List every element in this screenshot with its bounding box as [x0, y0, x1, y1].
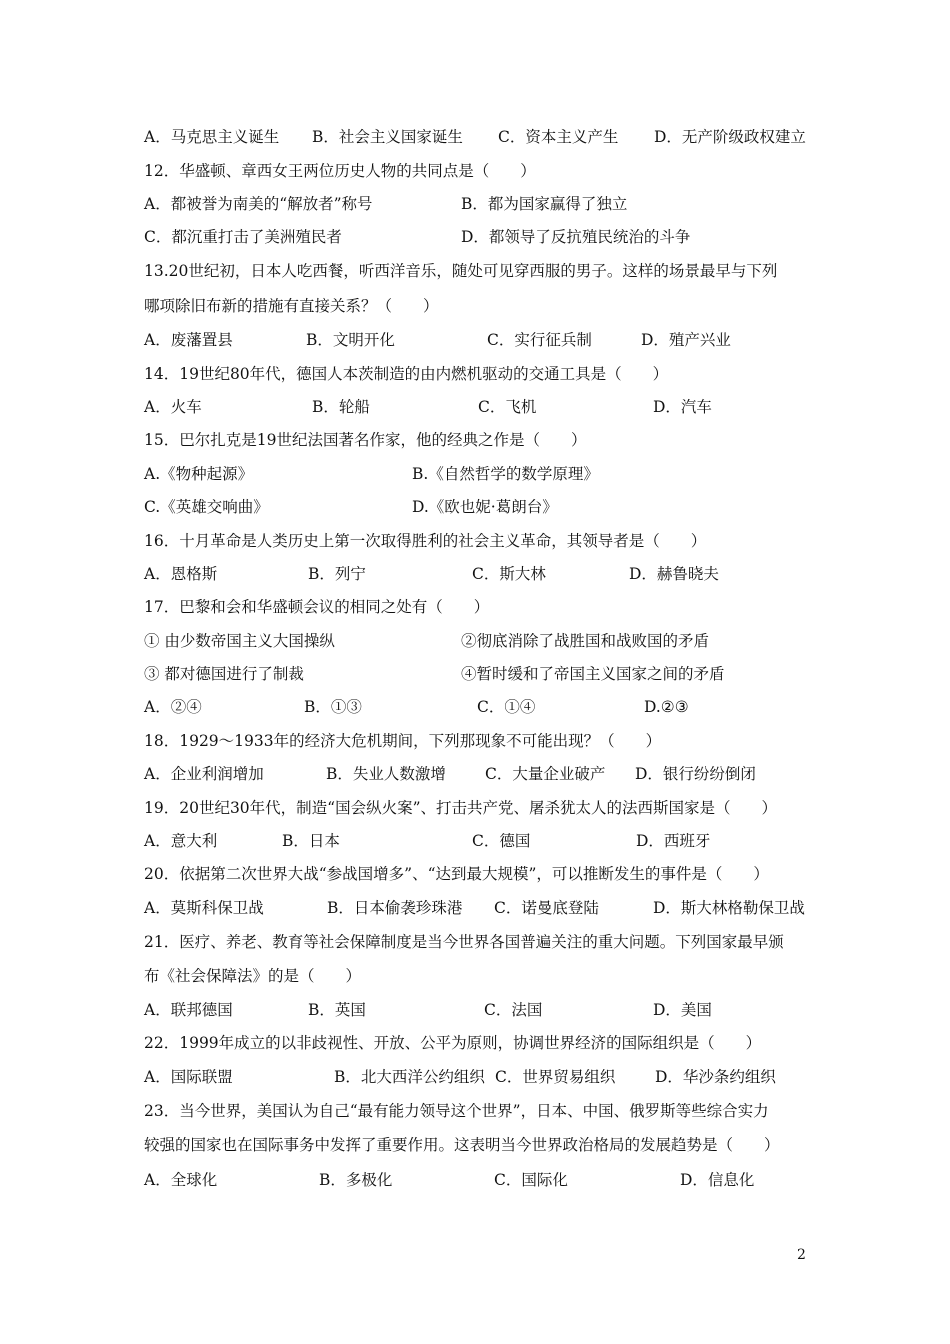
- answer-option: C.《英雄交响曲》: [144, 498, 269, 516]
- answer-option: C．都沉重打击了美洲殖民者: [144, 228, 342, 246]
- answer-option: B．①③: [304, 698, 362, 716]
- question-text: 22．1999年成立的以非歧视性、开放、公平为原则，协调世界经济的国际组织是（ ）: [144, 1034, 762, 1052]
- answer-option: D.②③: [644, 698, 689, 716]
- answer-option: A．意大利: [144, 832, 218, 850]
- question-text: 15．巴尔扎克是19世纪法国著名作家，他的经典之作是（ ）: [144, 431, 587, 449]
- answer-option: A．都被誉为南美的“解放者”称号: [144, 195, 373, 213]
- question-text: 20．依据第二次世界大战“参战国增多”、“达到最大规模”，可以推断发生的事件是（ ）: [144, 865, 769, 883]
- answer-option: D．信息化: [680, 1171, 755, 1189]
- answer-option: A．全球化: [144, 1171, 218, 1189]
- answer-option: C．飞机: [478, 398, 537, 416]
- answer-option: A．企业利润增加: [144, 765, 264, 783]
- question-text: 21．医疗、养老、教育等社会保障制度是当今世界各国普遍关注的重大问题。下列国家最早颁: [144, 933, 784, 951]
- answer-option: D.《欧也妮·葛朗台》: [412, 498, 558, 516]
- answer-option: C．实行征兵制: [487, 331, 592, 349]
- answer-option: C．世界贸易组织: [495, 1068, 616, 1086]
- answer-option: ④暂时缓和了帝国主义国家之间的矛盾: [461, 665, 725, 683]
- answer-option: B．北大西洋公约组织: [334, 1068, 485, 1086]
- answer-option: D．殖产兴业: [641, 331, 731, 349]
- answer-option: B．多极化: [319, 1171, 393, 1189]
- answer-option: D．无产阶级政权建立: [654, 128, 806, 146]
- answer-option: C．资本主义产生: [498, 128, 619, 146]
- answer-option: ③ 都对德国进行了制裁: [144, 665, 304, 683]
- answer-option: A．火车: [144, 398, 202, 416]
- answer-option: D．斯大林格勒保卫战: [653, 899, 805, 917]
- answer-option: D．西班牙: [636, 832, 711, 850]
- question-text: 18．1929～1933年的经济大危机期间，下列那现象不可能出现？（ ）: [144, 732, 662, 750]
- question-text: 布《社会保障法》的是（ ）: [144, 967, 362, 985]
- answer-option: B．列宁: [308, 565, 366, 583]
- answer-option: D．都领导了反抗殖民统治的斗争: [461, 228, 691, 246]
- answer-option: D．汽车: [653, 398, 712, 416]
- answer-option: B．失业人数激增: [326, 765, 446, 783]
- answer-option: A．联邦德国: [144, 1001, 233, 1019]
- question-text: 16．十月革命是人类历史上第一次取得胜利的社会主义革命，其领导者是（ ）: [144, 532, 707, 550]
- answer-option: A．废藩置县: [144, 331, 233, 349]
- answer-option: A．国际联盟: [144, 1068, 233, 1086]
- question-text: 较强的国家也在国际事务中发挥了重要作用。这表明当今世界政治格局的发展趋势是（ ）: [144, 1136, 780, 1154]
- answer-option: B.《自然哲学的数学原理》: [412, 465, 599, 483]
- answer-option: A．莫斯科保卫战: [144, 899, 264, 917]
- answer-option: A．马克思主义诞生: [144, 128, 280, 146]
- question-text: 17．巴黎和会和华盛顿会议的相同之处有（ ）: [144, 598, 490, 616]
- answer-option: C．德国: [472, 832, 531, 850]
- answer-option: C．大量企业破产: [485, 765, 606, 783]
- answer-option: B．社会主义国家诞生: [312, 128, 463, 146]
- answer-option: ②彻底消除了战胜国和战败国的矛盾: [461, 632, 710, 650]
- answer-option: C．法国: [484, 1001, 543, 1019]
- answer-option: B．轮船: [312, 398, 370, 416]
- question-text: 哪项除旧布新的措施有直接关系？（ ）: [144, 297, 439, 315]
- answer-option: A.《物种起源》: [144, 465, 254, 483]
- answer-option: B．英国: [308, 1001, 366, 1019]
- answer-option: C．诺曼底登陆: [494, 899, 599, 917]
- answer-option: D．华沙条约组织: [655, 1068, 776, 1086]
- answer-option: C．斯大林: [472, 565, 546, 583]
- question-text: 19．20世纪30年代，制造“国会纵火案”、打击共产党、屠杀犹太人的法西斯国家是（ ）: [144, 799, 778, 817]
- question-text: 14．19世纪80年代，德国人本茨制造的由内燃机驱动的交通工具是（ ）: [144, 365, 669, 383]
- answer-option: D．银行纷纷倒闭: [635, 765, 756, 783]
- answer-option: ① 由少数帝国主义大国操纵: [144, 632, 335, 650]
- answer-option: D．赫鲁晓夫: [629, 565, 719, 583]
- answer-option: B．日本偷袭珍珠港: [327, 899, 463, 917]
- answer-option: A．②④: [144, 698, 202, 716]
- page-number: 2: [797, 1247, 806, 1263]
- answer-option: B．都为国家赢得了独立: [461, 195, 628, 213]
- answer-option: C．①④: [477, 698, 536, 716]
- question-text: 23．当今世界，美国认为自己“最有能力领导这个世界”，日本、中国、俄罗斯等些综合实力: [144, 1102, 769, 1120]
- answer-option: A．恩格斯: [144, 565, 218, 583]
- answer-option: C．国际化: [494, 1171, 568, 1189]
- question-text: 13.20世纪初，日本人吃西餐，听西洋音乐，随处可见穿西服的男子。这样的场景最早与下列: [144, 262, 778, 280]
- answer-option: B．日本: [282, 832, 340, 850]
- answer-option: B．文明开化: [306, 331, 395, 349]
- question-text: 12．华盛顿、章西女王两位历史人物的共同点是（ ）: [144, 162, 536, 180]
- answer-option: D．美国: [653, 1001, 712, 1019]
